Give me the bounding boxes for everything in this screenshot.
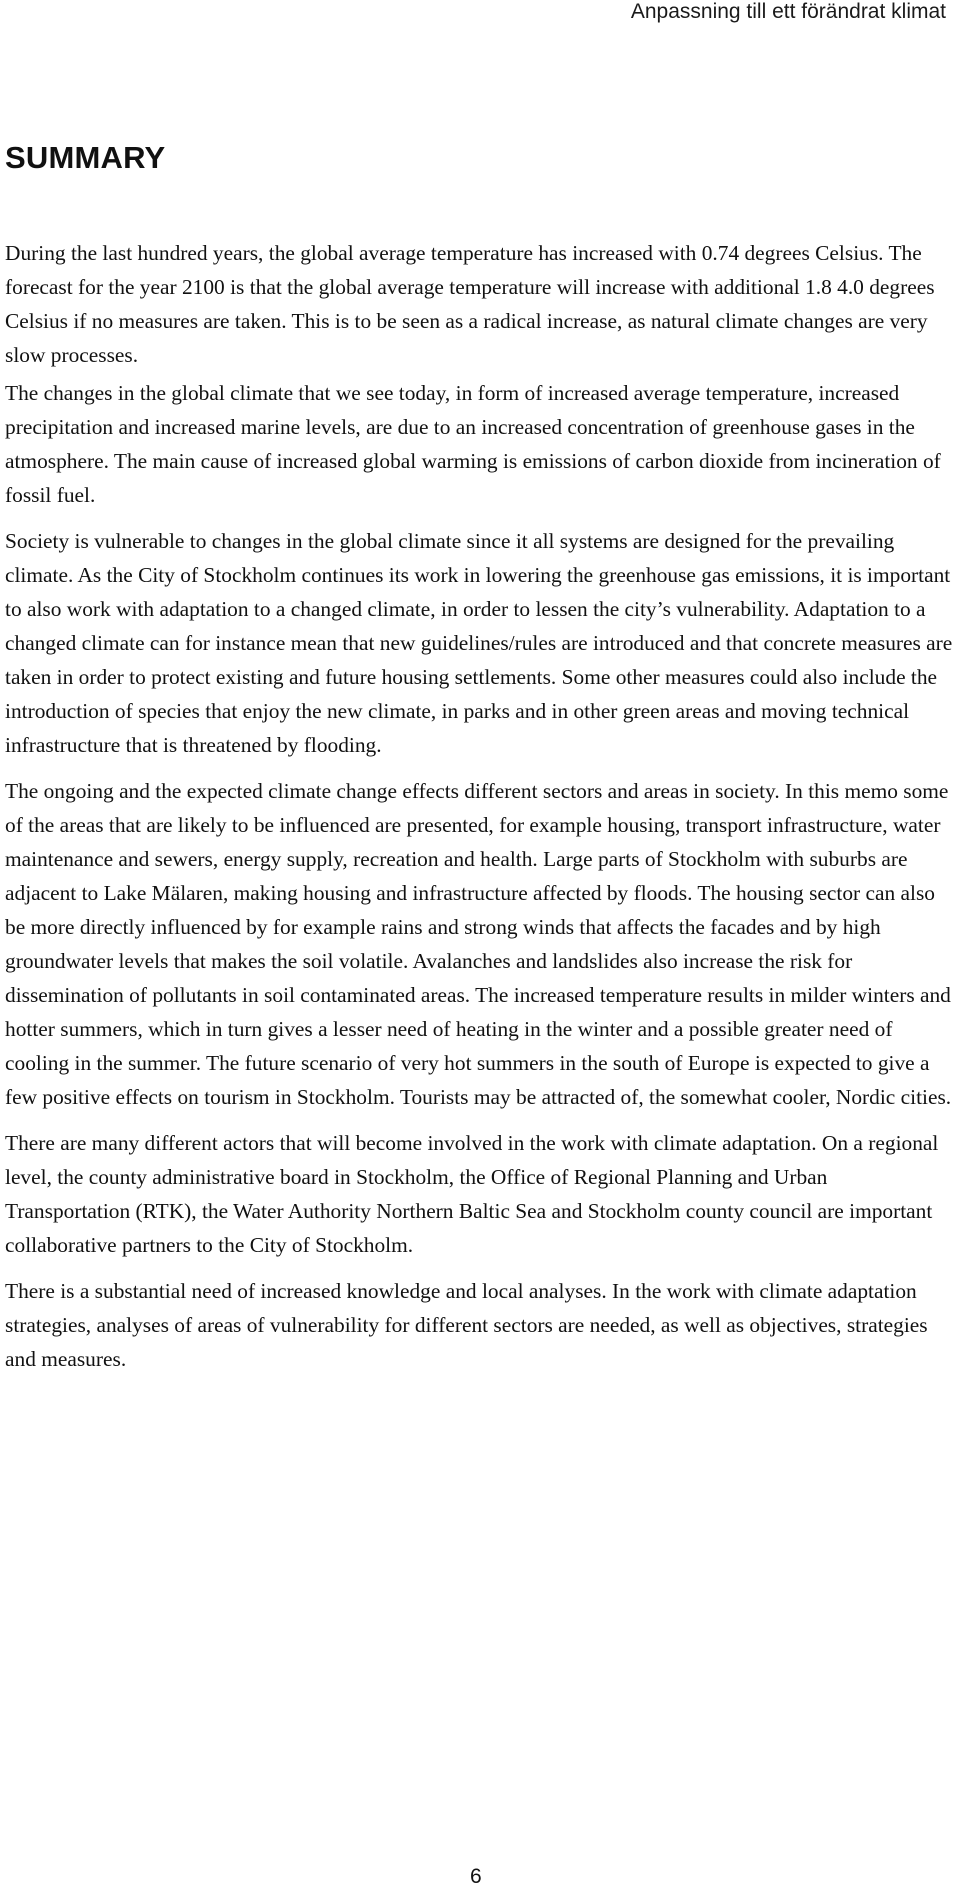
paragraph-actors: There are many different actors that will become involved in the work with climate adaptation. On a regional level, the county administrative board in Stockholm, the Office of Regional Planning and Urban Transportation (RTK), the Water Authority Northern Baltic Sea and Stockholm county council are important collaborative partners to the City of Stockholm. — [5, 1131, 939, 1257]
summary-body — [5, 236, 955, 1388]
paragraph-temperature-increase: During the last hundred years, the global average temperature has increased with 0.74 degrees Celsius. The forecast for the year 2100 is that the global average temperature will increase with additional 1.8 4.0 degrees Celsius if no measures are taken. This is to be seen as a radical increase, as natural climate changes are very slow processes. — [5, 241, 935, 367]
paragraph-affected-sectors: The ongoing and the expected climate change effects different sectors and areas in society. In this memo some of the areas that are likely to be influenced are presented, for example housing, transport infrastructure, water maintenance and sewers, energy supply, recreation and health. Large parts of Stockholm with suburbs are adjacent to Lake Mälaren, making housing and infrastructure affected by floods. The housing sector can also be more directly influenced by for example rains and strong winds that affects the facades and by high groundwater levels that makes the soil volatile. Avalanches and landslides also increase the risk for dissemination of pollutants in soil contaminated areas. The increased temperature results in milder winters and hotter summers, which in turn gives a lesser need of heating in the winter and a possible greater need of cooling in the summer. The future scenario of very hot summers in the south of Europe is expected to give a few positive effects on tourism in Stockholm. Tourists may be attracted of, the somewhat cooler, Nordic cities. — [5, 779, 952, 1109]
page-title: SUMMARY — [5, 140, 166, 175]
page-number: 6 — [470, 1865, 482, 1888]
paragraph-knowledge-need: There is a substantial need of increased knowledge and local analyses. In the work with climate adaptation strategies, analyses of areas of vulnerability for different sectors are needed, as well as objectives, strategies and measures. — [5, 1279, 928, 1371]
paragraph-society-vulnerability: Society is vulnerable to changes in the global climate since it all systems are designed for the prevailing climate. As the City of Stockholm continues its work in lowering the greenhouse gas emissions, it is important to also work with adaptation to a changed climate, in order to lessen the city’s vulnerability. Adaptation to a changed climate can for instance mean that new guidelines/rules are introduced and that concrete measures are taken in order to protect existing and future housing settlements. Some other measures could also include the introduction of species that enjoy the new climate, in parks and in other green areas and moving technical infrastructure that is threatened by flooding. — [5, 529, 953, 757]
paragraph-climate-changes: The changes in the global climate that we see today, in form of increased average temperature, increased precipitation and increased marine levels, are due to an increased concentration of greenhouse gases in the atmosphere. The main cause of increased global warming is emissions of carbon dioxide from incineration of fossil fuel. — [5, 381, 941, 507]
running-header: Anpassning till ett förändrat klimat — [630, 0, 946, 23]
